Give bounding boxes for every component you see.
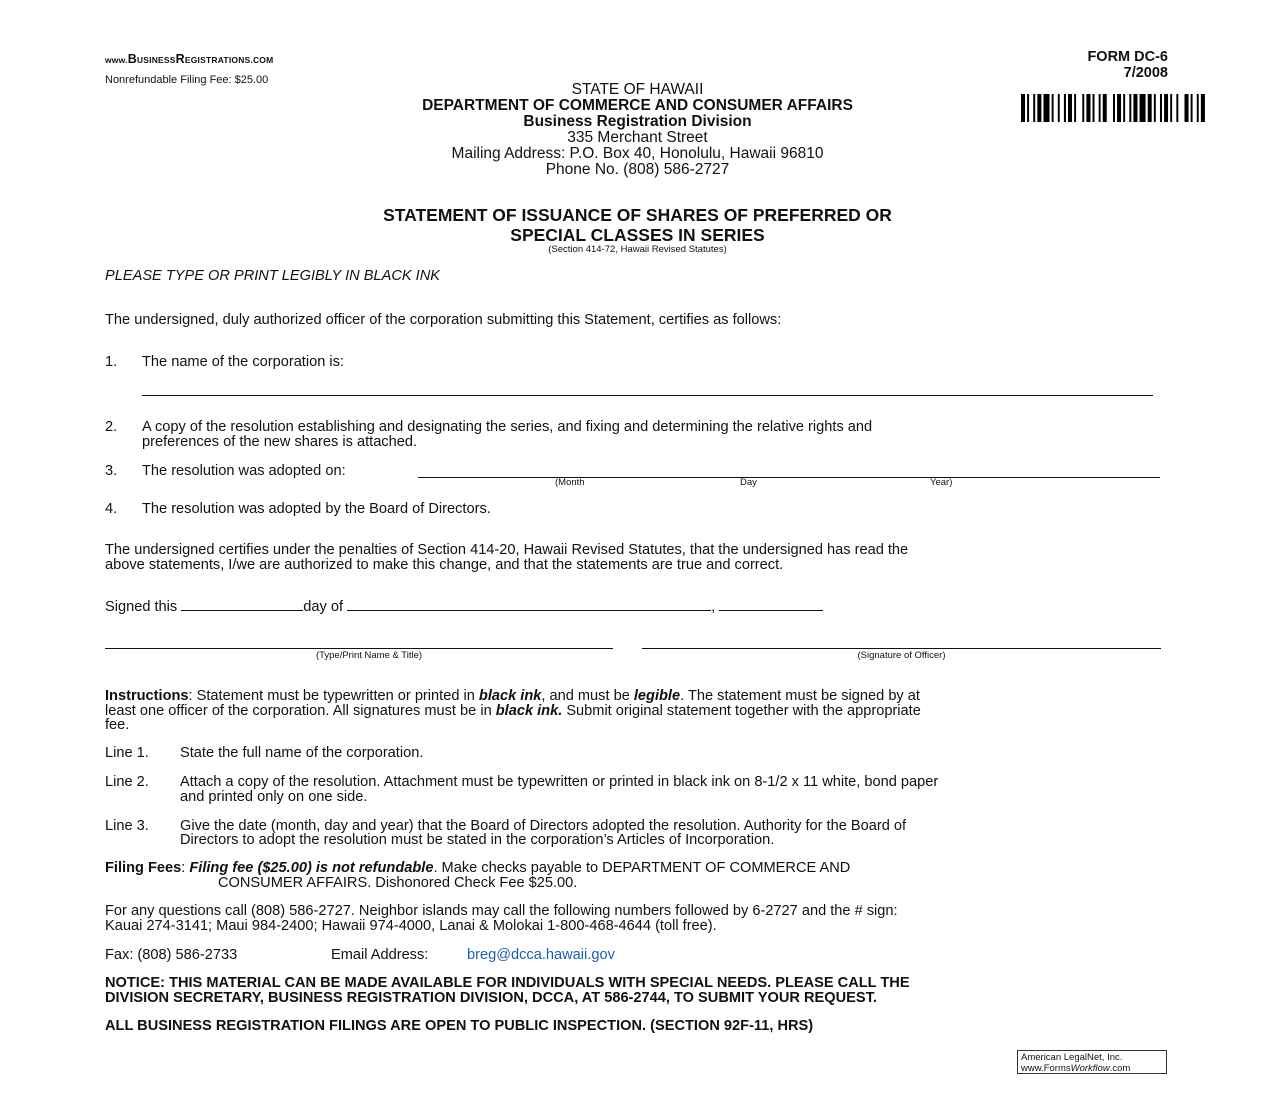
url-part: Workflow <box>1070 1063 1110 1074</box>
notice-text: DIVISION SECRETARY, BUSINESS REGISTRATION DIVISION, DCCA, AT 586-2744, TO SUBMIT YOUR REQUEST. <box>105 990 877 1006</box>
signed-label: Signed this <box>105 599 178 615</box>
instructions-text <box>105 704 921 719</box>
item-text: preferences of the new shares is attached. <box>142 434 418 450</box>
fax-number: Fax: (808) 586-2733 <box>105 947 238 963</box>
form-id: FORM DC-6 <box>1087 49 1168 65</box>
phone-number: Phone No. (808) 586-2727 <box>545 161 730 178</box>
site-text: B <box>127 52 137 66</box>
filing-fees-text: CONSUMER AFFAIRS. Dishonored Check Fee $25.00. <box>218 875 578 891</box>
email-label: Email Address: <box>331 947 429 963</box>
emphasis: black ink <box>478 688 542 704</box>
site-text: USINESS <box>136 55 176 65</box>
item-number: 3. <box>105 463 118 479</box>
line-text: Give the date (month, day and year) that the Board of Directors adopted the resolution. Authority for the Board of <box>180 818 907 834</box>
publisher-url <box>1021 1063 1166 1074</box>
site-text: R <box>175 52 185 66</box>
statute-citation: (Section 414-72, Hawaii Revised Statutes) <box>548 244 727 255</box>
division-name: Business Registration Division <box>523 113 752 130</box>
street-address: 335 Merchant Street <box>567 129 708 146</box>
fee-note: Nonrefundable Filing Fee: $25.00 <box>105 74 269 86</box>
mailing-address: Mailing Address: P.O. Box 40, Honolulu, Hawaii 96810 <box>451 145 824 162</box>
print-instruction: PLEASE TYPE OR PRINT LEGIBLY IN BLACK INK <box>105 268 440 284</box>
text: . Make checks payable to DEPARTMENT OF COMMERCE AND <box>433 860 851 876</box>
item-text: The resolution was adopted on: <box>142 463 346 479</box>
certification-text: above statements, I/we are authorized to make this change, and that the statements are true and correct. <box>105 557 784 573</box>
line-text: State the full name of the corporation. <box>180 745 424 761</box>
month-caption: (Month <box>555 477 585 488</box>
text: , and must be <box>541 688 634 704</box>
department-name: DEPARTMENT OF COMMERCE AND CONSUMER AFFAIRS <box>422 97 853 114</box>
line-text: Attach a copy of the resolution. Attachment must be typewritten or printed in black ink on 8-1/2 x 11 white, bond paper <box>180 774 939 790</box>
emphasis: legible <box>633 688 681 704</box>
item-text: The name of the corporation is: <box>142 354 344 370</box>
site-text: EGISTRATIONS.COM <box>184 55 274 65</box>
item-text: The resolution was adopted by the Board of Directors. <box>142 501 491 517</box>
signature-field[interactable] <box>642 648 1161 649</box>
filing-fees-text <box>105 861 850 876</box>
signed-day-field[interactable] <box>181 598 303 611</box>
email-link[interactable]: breg@dcca.hawaii.gov <box>467 947 615 963</box>
line-label: Line 2. <box>105 774 149 790</box>
notice-text: NOTICE: THIS MATERIAL CAN BE MADE AVAILABLE FOR INDIVIDUALS WITH SPECIAL NEEDS. PLEASE CALL THE <box>105 975 910 991</box>
line-label: Line 1. <box>105 745 149 761</box>
filing-fees-label: Filing Fees <box>105 860 182 876</box>
year-caption: Year) <box>930 477 953 488</box>
day-caption: Day <box>740 477 757 488</box>
item-text: A copy of the resolution establishing and designating the series, and fixing and determining the relative rights and <box>142 419 873 435</box>
name-title-caption: (Type/Print Name & Title) <box>315 650 423 661</box>
line-label: Line 3. <box>105 818 149 834</box>
item-number: 2. <box>105 419 118 435</box>
emphasis: black ink. <box>495 703 563 719</box>
form-date: 7/2008 <box>1123 65 1168 81</box>
comma: , <box>711 599 716 615</box>
site-text: www. <box>105 55 128 65</box>
text: Submit original statement together with the appropriate <box>562 703 921 719</box>
text: : Statement must be typewritten or printed in <box>188 688 479 704</box>
signed-month-field[interactable] <box>347 598 711 611</box>
state-name: STATE OF HAWAII <box>571 81 704 98</box>
url-part: .com <box>1109 1063 1131 1074</box>
item-number: 1. <box>105 354 118 370</box>
instructions-text <box>105 689 920 704</box>
line-text: Directors to adopt the resolution must be stated in the corporation’s Articles of Incorporation. <box>180 832 775 848</box>
instructions-label: Instructions <box>105 688 189 704</box>
emphasis: Filing fee ($25.00) is not refundable <box>189 860 434 876</box>
signed-year-field[interactable] <box>719 598 823 611</box>
public-inspection-notice: ALL BUSINESS REGISTRATION FILINGS ARE OPEN TO PUBLIC INSPECTION. (SECTION 92F-11, HRS) <box>105 1018 814 1034</box>
url-part: www.Forms <box>1021 1063 1071 1074</box>
certification-text: The undersigned certifies under the penalties of Section 414-20, Hawaii Revised Statutes, that the undersigned has read the <box>105 542 909 558</box>
intro-text: The undersigned, duly authorized officer of the corporation submitting this Statement, certifies as follows: <box>105 312 782 328</box>
day-of-label: day of <box>303 599 344 615</box>
text: least one officer of the corporation. All signatures must be in <box>105 703 496 719</box>
corporation-name-field[interactable] <box>142 395 1153 396</box>
name-title-field[interactable] <box>105 648 613 649</box>
questions-text: For any questions call (808) 586-2727. Neighbor islands may call the following numbers followed by 6-2727 and the # sign: <box>105 903 898 919</box>
instructions-text: fee. <box>105 717 130 733</box>
text: : <box>181 860 190 876</box>
form-title: STATEMENT OF ISSUANCE OF SHARES OF PREFERRED OR <box>383 205 892 225</box>
website-header <box>105 52 273 68</box>
publisher-box <box>1017 1050 1167 1074</box>
questions-text: Kauai 274-3141; Maui 984-2400; Hawaii 974-4000, Lanai & Molokai 1-800-468-4644 (toll free). <box>105 918 717 934</box>
form-title-2: SPECIAL CLASSES IN SERIES <box>510 225 765 245</box>
publisher-name: American LegalNet, Inc. <box>1021 1052 1123 1063</box>
item-number: 4. <box>105 501 118 517</box>
signed-line <box>105 598 823 615</box>
line-text: and printed only on one side. <box>180 789 368 805</box>
adoption-date-field[interactable] <box>418 477 1160 478</box>
signature-caption: (Signature of Officer) <box>857 650 946 661</box>
text: . The statement must be signed by at <box>680 688 920 704</box>
